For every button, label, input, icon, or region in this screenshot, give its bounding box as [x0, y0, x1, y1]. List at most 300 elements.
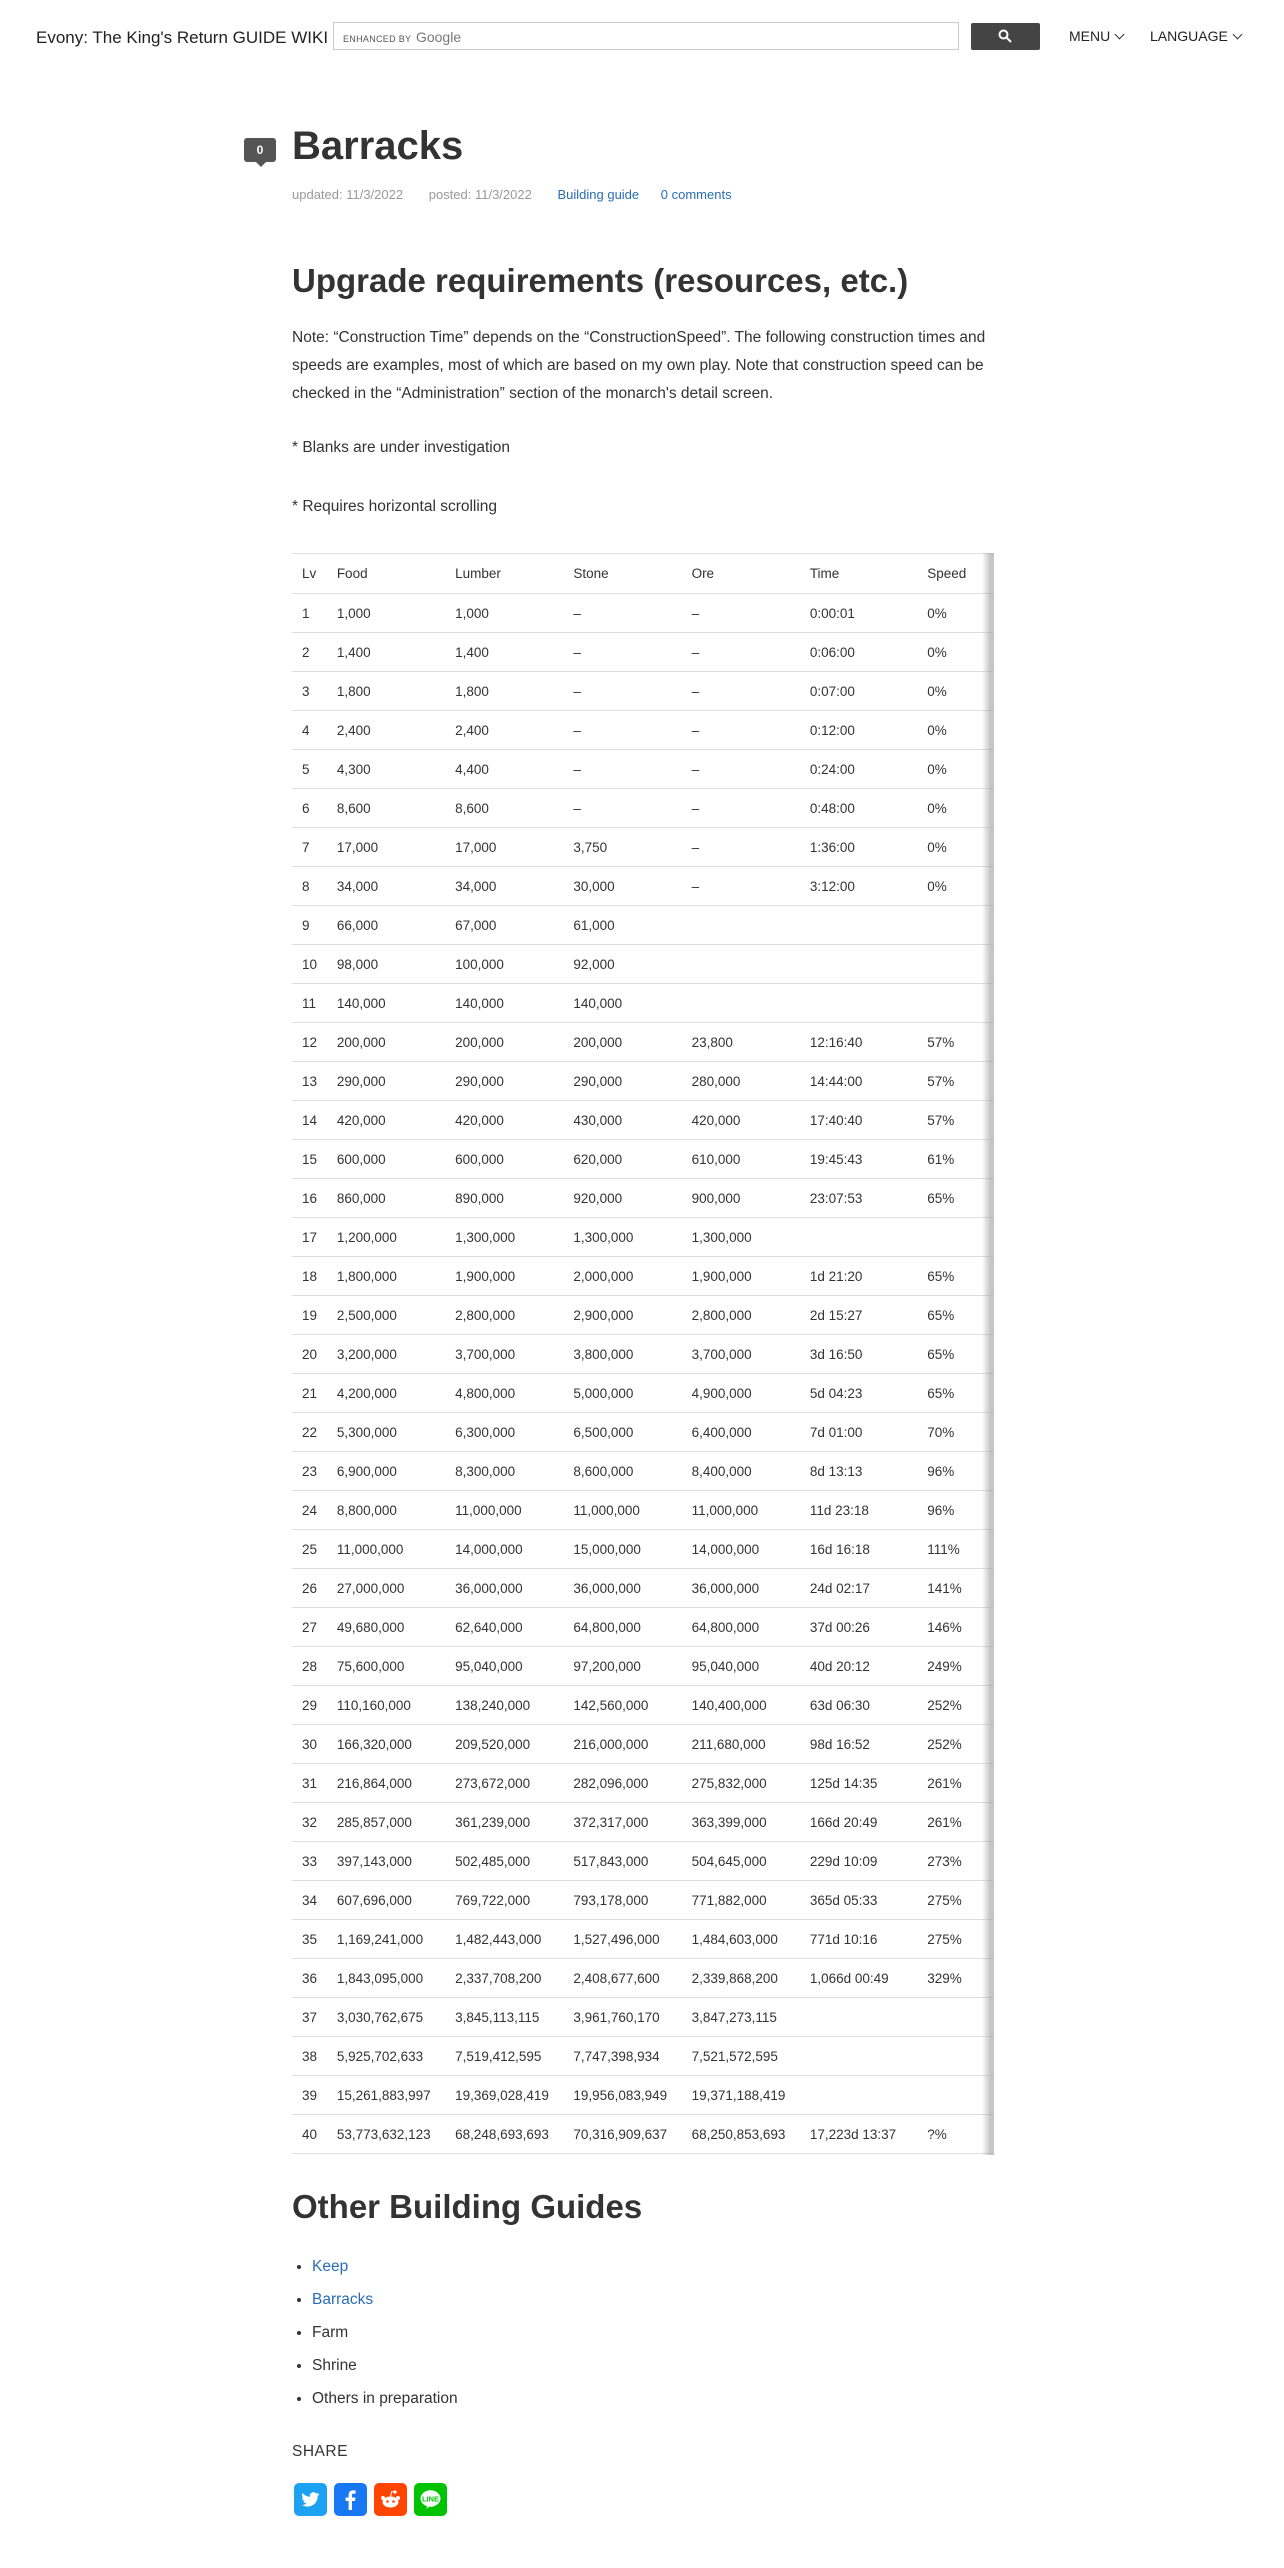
post-meta	[292, 187, 750, 202]
guide-label: Farm	[312, 2324, 349, 2341]
table-cell: 600,000	[445, 1140, 563, 1179]
table-cell: 216,000,000	[563, 1725, 681, 1764]
table-cell: 5,300,000	[327, 1413, 445, 1452]
table-cell: 40	[292, 2115, 327, 2154]
table-cell: 1d 21:20	[800, 1257, 917, 1296]
table-cell: 365d 05:33	[800, 1881, 917, 1920]
table-cell: 3d 16:50	[800, 1335, 917, 1374]
reddit-share-icon[interactable]	[374, 2483, 407, 2516]
table-cell: –	[682, 750, 800, 789]
table-cell: 0:07:00	[800, 672, 917, 711]
table-cell: 430,000	[563, 1101, 681, 1140]
table-cell: 39	[292, 2076, 327, 2115]
table-cell: 1,200,000	[327, 1218, 445, 1257]
table-cell: 0%	[917, 789, 994, 828]
table-cell: 96%	[917, 1452, 994, 1491]
table-cell: 282,096,000	[563, 1764, 681, 1803]
table-cell: 65%	[917, 1296, 994, 1335]
table-cell: 3,845,113,115	[445, 1998, 563, 2037]
horizontal-scroll-shadow	[982, 553, 994, 2155]
table-cell: 420,000	[445, 1101, 563, 1140]
table-cell: 1,800,000	[327, 1257, 445, 1296]
table-cell: –	[682, 789, 800, 828]
table-row	[292, 1452, 994, 1491]
table-cell: 40d 20:12	[800, 1647, 917, 1686]
table-cell: ?%	[917, 2115, 994, 2154]
requirements-table-scroller[interactable]	[292, 553, 994, 2154]
table-cell: 0%	[917, 828, 994, 867]
menu-button[interactable]	[1069, 28, 1123, 44]
table-cell: 7	[292, 828, 327, 867]
table-cell: 1,800	[445, 672, 563, 711]
table-row	[292, 906, 994, 945]
table-cell: 23,800	[682, 1023, 800, 1062]
table-cell: 0:12:00	[800, 711, 917, 750]
table-cell	[682, 945, 800, 984]
share-label: SHARE	[292, 2443, 348, 2460]
table-cell: 3	[292, 672, 327, 711]
table-cell: 0%	[917, 672, 994, 711]
requirements-table	[292, 553, 994, 2154]
table-cell: 98d 16:52	[800, 1725, 917, 1764]
table-cell: 1,300,000	[445, 1218, 563, 1257]
table-cell: 21	[292, 1374, 327, 1413]
table-cell: 16	[292, 1179, 327, 1218]
table-cell: 138,240,000	[445, 1686, 563, 1725]
table-cell: 5	[292, 750, 327, 789]
table-cell: 11d 23:18	[800, 1491, 917, 1530]
search-input[interactable]	[333, 22, 959, 50]
guide-label: Shrine	[312, 2357, 357, 2374]
table-cell: 252%	[917, 1686, 994, 1725]
table-row	[292, 1686, 994, 1725]
table-row	[292, 1569, 994, 1608]
table-cell: 9	[292, 906, 327, 945]
table-cell: 35	[292, 1920, 327, 1959]
table-cell: 7,521,572,595	[682, 2037, 800, 2076]
table-cell: 33	[292, 1842, 327, 1881]
table-cell: 61,000	[563, 906, 681, 945]
comment-count-badge[interactable]: 0	[244, 138, 276, 162]
table-cell: 900,000	[682, 1179, 800, 1218]
table-cell: 36	[292, 1959, 327, 1998]
chevron-down-icon	[1115, 30, 1125, 40]
table-cell: 28	[292, 1647, 327, 1686]
table-cell: 36,000,000	[563, 1569, 681, 1608]
table-cell: –	[682, 867, 800, 906]
table-cell: 27,000,000	[327, 1569, 445, 1608]
table-cell: 6,500,000	[563, 1413, 681, 1452]
table-cell: 24d 02:17	[800, 1569, 917, 1608]
table-cell: 26	[292, 1569, 327, 1608]
list-item	[312, 2382, 458, 2415]
table-cell: 3,700,000	[682, 1335, 800, 1374]
blanks-note: * Blanks are under investigation	[292, 439, 510, 456]
table-cell: 252%	[917, 1725, 994, 1764]
table-cell: 62,640,000	[445, 1608, 563, 1647]
table-cell: 4,400	[445, 750, 563, 789]
table-cell: 229d 10:09	[800, 1842, 917, 1881]
chevron-down-icon	[1232, 30, 1242, 40]
table-cell: 1,900,000	[682, 1257, 800, 1296]
table-cell: 273%	[917, 1842, 994, 1881]
table-cell: 1,843,095,000	[327, 1959, 445, 1998]
table-cell: 1	[292, 594, 327, 633]
table-cell: 771d 10:16	[800, 1920, 917, 1959]
table-cell: 420,000	[327, 1101, 445, 1140]
table-cell: 146%	[917, 1608, 994, 1647]
table-header-cell: Food	[327, 554, 445, 594]
table-header-row	[292, 554, 994, 594]
table-cell: 3,847,273,115	[682, 1998, 800, 2037]
table-cell: 6,300,000	[445, 1413, 563, 1452]
table-cell: 37d 00:26	[800, 1608, 917, 1647]
table-cell: 14:44:00	[800, 1062, 917, 1101]
table-cell: 8	[292, 867, 327, 906]
table-cell	[800, 1998, 917, 2037]
table-cell: 200,000	[445, 1023, 563, 1062]
search-brand: ENHANCED BY Google	[343, 29, 462, 45]
table-cell: 66,000	[327, 906, 445, 945]
table-cell: 2,337,708,200	[445, 1959, 563, 1998]
table-cell: 19,371,188,419	[682, 2076, 800, 2115]
table-cell: 3,700,000	[445, 1335, 563, 1374]
table-cell: 100,000	[445, 945, 563, 984]
table-cell: –	[563, 711, 681, 750]
table-header-cell: Lv	[292, 554, 327, 594]
other-guides-list	[292, 2250, 458, 2415]
table-cell: 5,000,000	[563, 1374, 681, 1413]
table-cell: 34,000	[445, 867, 563, 906]
table-cell: 361,239,000	[445, 1803, 563, 1842]
table-cell: 64,800,000	[563, 1608, 681, 1647]
table-cell: 8,800,000	[327, 1491, 445, 1530]
search-icon	[998, 29, 1012, 43]
table-cell	[800, 945, 917, 984]
table-row	[292, 1803, 994, 1842]
table-cell: 98,000	[327, 945, 445, 984]
table-cell: 290,000	[327, 1062, 445, 1101]
table-cell	[682, 906, 800, 945]
table-row	[292, 1920, 994, 1959]
table-row	[292, 1257, 994, 1296]
table-cell: 1,527,496,000	[563, 1920, 681, 1959]
menu-label: MENU	[1069, 28, 1111, 44]
table-cell: 70%	[917, 1413, 994, 1452]
table-cell: 140,000	[327, 984, 445, 1023]
table-cell: 1,300,000	[682, 1218, 800, 1257]
table-cell: 209,520,000	[445, 1725, 563, 1764]
table-cell: 142,560,000	[563, 1686, 681, 1725]
table-cell: 8,300,000	[445, 1452, 563, 1491]
table-cell: 110,160,000	[327, 1686, 445, 1725]
table-cell: 34	[292, 1881, 327, 1920]
table-cell: 27	[292, 1608, 327, 1647]
table-cell	[800, 2076, 917, 2115]
table-row	[292, 1998, 994, 2037]
table-cell: 1,169,241,000	[327, 1920, 445, 1959]
table-cell: 166d 20:49	[800, 1803, 917, 1842]
table-cell: 2,800,000	[682, 1296, 800, 1335]
table-header-cell: Ore	[682, 554, 800, 594]
site-title[interactable]: Evony: The King's Return GUIDE WIKI	[36, 28, 329, 47]
table-cell	[800, 906, 917, 945]
table-cell: 19,956,083,949	[563, 2076, 681, 2115]
table-cell: 2,339,868,200	[682, 1959, 800, 1998]
table-cell: 1,000	[445, 594, 563, 633]
table-cell: –	[563, 633, 681, 672]
table-cell: 610,000	[682, 1140, 800, 1179]
table-cell: 1,400	[327, 633, 445, 672]
table-cell: 166,320,000	[327, 1725, 445, 1764]
table-cell: 17,223d 13:37	[800, 2115, 917, 2154]
table-row	[292, 828, 994, 867]
table-cell: 11,000,000	[682, 1491, 800, 1530]
table-cell: 68,248,693,693	[445, 2115, 563, 2154]
table-cell: 20	[292, 1335, 327, 1374]
table-row	[292, 672, 994, 711]
table-header-cell: Time	[800, 554, 917, 594]
table-cell: 2,408,677,600	[563, 1959, 681, 1998]
table-cell: 0%	[917, 633, 994, 672]
table-cell: 95,040,000	[445, 1647, 563, 1686]
table-cell	[800, 1218, 917, 1257]
table-cell: 0%	[917, 594, 994, 633]
table-cell: 420,000	[682, 1101, 800, 1140]
table-cell: 57%	[917, 1101, 994, 1140]
construction-note: Note: “Construction Time” depends on the “ConstructionSpeed”. The following construction times and speeds are examples, most of which are based on my own play. Note that construction speed can be checked in the “Administration” section of the monarch's detail screen.	[292, 329, 986, 402]
table-cell: 280,000	[682, 1062, 800, 1101]
table-cell: 97,200,000	[563, 1647, 681, 1686]
table-cell: 4,300	[327, 750, 445, 789]
table-cell: 771,882,000	[682, 1881, 800, 1920]
table-header-cell: Lumber	[445, 554, 563, 594]
table-cell: 140,000	[563, 984, 681, 1023]
table-cell: 200,000	[563, 1023, 681, 1062]
table-cell: 17:40:40	[800, 1101, 917, 1140]
table-row	[292, 789, 994, 828]
scroll-note: * Requires horizontal scrolling	[292, 498, 498, 515]
table-cell: 3,961,760,170	[563, 1998, 681, 2037]
table-row	[292, 2115, 994, 2154]
table-cell: 0%	[917, 867, 994, 906]
table-cell: 23:07:53	[800, 1179, 917, 1218]
table-cell: 2,000,000	[563, 1257, 681, 1296]
table-cell: 95,040,000	[682, 1647, 800, 1686]
table-row	[292, 1491, 994, 1530]
table-cell: 3,200,000	[327, 1335, 445, 1374]
table-cell: 0:00:01	[800, 594, 917, 633]
table-cell: 23	[292, 1452, 327, 1491]
table-header-cell: Speed	[917, 554, 994, 594]
comments-link[interactable]: 0 comments	[660, 187, 732, 202]
table-cell: 11,000,000	[327, 1530, 445, 1569]
table-cell: 2,800,000	[445, 1296, 563, 1335]
table-cell: 0%	[917, 711, 994, 750]
table-cell	[800, 2037, 917, 2076]
table-cell: 22	[292, 1413, 327, 1452]
table-cell: 65%	[917, 1374, 994, 1413]
table-row	[292, 594, 994, 633]
table-cell: 0:06:00	[800, 633, 917, 672]
table-cell: –	[563, 594, 681, 633]
table-cell: 17,000	[327, 828, 445, 867]
posted-date: posted: 11/3/2022	[428, 187, 532, 202]
table-cell: 0:24:00	[800, 750, 917, 789]
table-cell: –	[682, 672, 800, 711]
table-row	[292, 1725, 994, 1764]
table-row	[292, 2076, 994, 2115]
table-cell: 125d 14:35	[800, 1764, 917, 1803]
table-cell: 30	[292, 1725, 327, 1764]
table-cell: 15	[292, 1140, 327, 1179]
table-cell: 1:36:00	[800, 828, 917, 867]
table-cell: –	[682, 633, 800, 672]
table-cell: 49,680,000	[327, 1608, 445, 1647]
table-row	[292, 1608, 994, 1647]
table-cell: 16d 16:18	[800, 1530, 917, 1569]
table-cell: 61%	[917, 1140, 994, 1179]
table-cell: –	[682, 594, 800, 633]
search-button[interactable]	[971, 23, 1040, 50]
table-cell: 200,000	[327, 1023, 445, 1062]
facebook-share-icon[interactable]	[334, 2483, 367, 2516]
table-cell: 607,696,000	[327, 1881, 445, 1920]
table-cell: 2,400	[327, 711, 445, 750]
table-cell: 275%	[917, 1920, 994, 1959]
table-cell: 8d 13:13	[800, 1452, 917, 1491]
table-cell: 11,000,000	[445, 1491, 563, 1530]
table-cell: 19:45:43	[800, 1140, 917, 1179]
table-cell: 2,500,000	[327, 1296, 445, 1335]
section-title: Upgrade requirements (resources, etc.)	[292, 262, 909, 299]
list-item	[312, 2250, 458, 2283]
table-cell: 65%	[917, 1335, 994, 1374]
table-cell: 14	[292, 1101, 327, 1140]
table-cell: 36,000,000	[682, 1569, 800, 1608]
table-row	[292, 1023, 994, 1062]
table-cell: 769,722,000	[445, 1881, 563, 1920]
table-cell: –	[682, 828, 800, 867]
table-cell: 1,484,603,000	[682, 1920, 800, 1959]
table-cell: 0%	[917, 750, 994, 789]
table-cell: –	[563, 789, 681, 828]
table-row	[292, 711, 994, 750]
table-cell: 261%	[917, 1764, 994, 1803]
table-row	[292, 1374, 994, 1413]
table-row	[292, 945, 994, 984]
table-row	[292, 1062, 994, 1101]
table-cell: 275%	[917, 1881, 994, 1920]
page-title: Barracks	[292, 124, 464, 168]
other-guides-title: Other Building Guides	[292, 2188, 643, 2225]
table-cell: 29	[292, 1686, 327, 1725]
table-cell: 111%	[917, 1530, 994, 1569]
category-link[interactable]: Building guide	[557, 187, 640, 202]
site-header	[0, 0, 1284, 72]
table-cell: 0:48:00	[800, 789, 917, 828]
table-cell: 285,857,000	[327, 1803, 445, 1842]
table-cell: 34,000	[327, 867, 445, 906]
table-row	[292, 1218, 994, 1257]
table-cell: 140,400,000	[682, 1686, 800, 1725]
table-cell: 63d 06:30	[800, 1686, 917, 1725]
table-row	[292, 1959, 994, 1998]
language-label: LANGUAGE	[1150, 28, 1228, 44]
table-cell: 19,369,028,419	[445, 2076, 563, 2115]
table-row	[292, 1647, 994, 1686]
table-cell: 11,000,000	[563, 1491, 681, 1530]
table-cell: 275,832,000	[682, 1764, 800, 1803]
twitter-share-icon[interactable]	[294, 2483, 327, 2516]
table-cell: 211,680,000	[682, 1725, 800, 1764]
table-cell: 249%	[917, 1647, 994, 1686]
table-cell: 261%	[917, 1803, 994, 1842]
table-cell: 8,600	[327, 789, 445, 828]
table-cell: 216,864,000	[327, 1764, 445, 1803]
table-cell: 37	[292, 1998, 327, 2037]
table-cell: 2d 15:27	[800, 1296, 917, 1335]
table-cell: 67,000	[445, 906, 563, 945]
table-row	[292, 1101, 994, 1140]
table-cell: 1,000	[327, 594, 445, 633]
table-cell: 504,645,000	[682, 1842, 800, 1881]
table-cell: 53,773,632,123	[327, 2115, 445, 2154]
table-row	[292, 1764, 994, 1803]
table-cell: 140,000	[445, 984, 563, 1023]
table-cell: –	[563, 672, 681, 711]
table-cell: 18	[292, 1257, 327, 1296]
language-button[interactable]	[1150, 28, 1241, 44]
table-cell: 8,600,000	[563, 1452, 681, 1491]
table-cell: 4	[292, 711, 327, 750]
table-cell: 36,000,000	[445, 1569, 563, 1608]
table-cell: 2,400	[445, 711, 563, 750]
table-row	[292, 633, 994, 672]
table-cell: 273,672,000	[445, 1764, 563, 1803]
table-cell: 397,143,000	[327, 1842, 445, 1881]
table-cell: 4,800,000	[445, 1374, 563, 1413]
table-cell: 70,316,909,637	[563, 2115, 681, 2154]
table-row	[292, 984, 994, 1023]
guide-link[interactable]: Barracks	[312, 2291, 374, 2308]
guide-link[interactable]: Keep	[312, 2258, 349, 2275]
table-cell: 96%	[917, 1491, 994, 1530]
table-cell: 30,000	[563, 867, 681, 906]
updated-date: updated: 11/3/2022	[292, 187, 404, 202]
table-cell: 15,000,000	[563, 1530, 681, 1569]
table-cell: 17	[292, 1218, 327, 1257]
table-cell: 4,900,000	[682, 1374, 800, 1413]
line-share-icon[interactable]	[414, 2483, 447, 2516]
table-cell: 11	[292, 984, 327, 1023]
table-cell: 15,261,883,997	[327, 2076, 445, 2115]
table-cell: 32	[292, 1803, 327, 1842]
table-cell: 1,800	[327, 672, 445, 711]
table-cell: 517,843,000	[563, 1842, 681, 1881]
table-row	[292, 1842, 994, 1881]
table-cell: 141%	[917, 1569, 994, 1608]
table-cell: 372,317,000	[563, 1803, 681, 1842]
table-cell: 4,200,000	[327, 1374, 445, 1413]
table-cell: 24	[292, 1491, 327, 1530]
svg-text:LINE: LINE	[421, 2494, 440, 2504]
table-cell: 793,178,000	[563, 1881, 681, 1920]
table-cell: 14,000,000	[445, 1530, 563, 1569]
table-cell: 6,400,000	[682, 1413, 800, 1452]
table-row	[292, 1296, 994, 1335]
table-cell: 329%	[917, 1959, 994, 1998]
